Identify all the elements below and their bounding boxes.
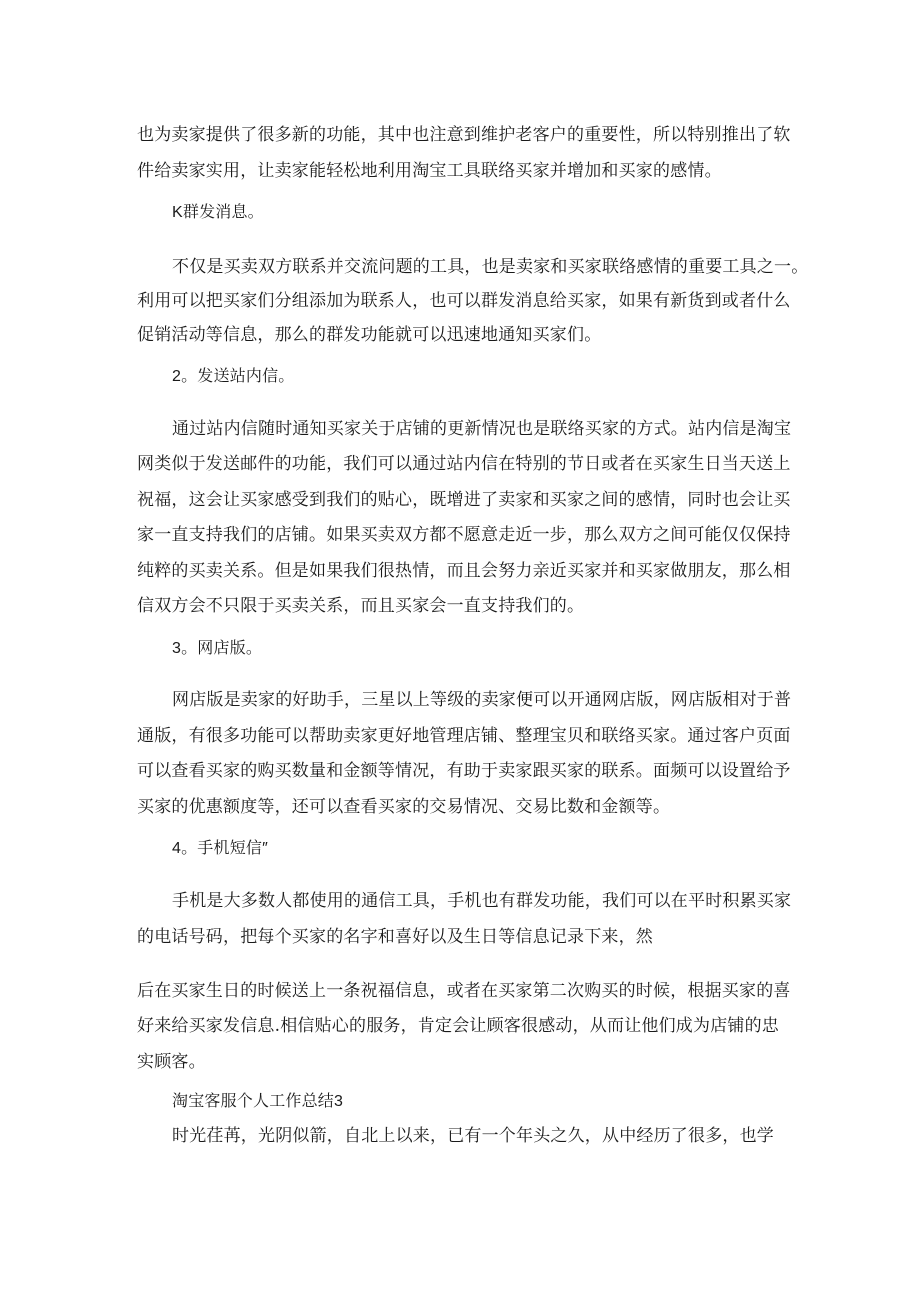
paragraph-line: 促销活动等信息，那么的群发功能就可以迅速地通知买家们。 bbox=[137, 325, 602, 345]
paragraph-line: 好来给买家发信息.相信贴心的服务，肯定会让顾客很感动，从而让他们成为店铺的忠 bbox=[137, 1016, 780, 1036]
paragraph-line: 祝福，这会让买家感受到我们的贴心，既增进了卖家和买家之间的感情，同时也会让买 bbox=[137, 490, 791, 510]
paragraph-line: 实顾客。 bbox=[137, 1052, 206, 1072]
paragraph-line: 信双方会不只限于买卖关系，而且买家会一直支持我们的。 bbox=[137, 596, 585, 616]
paragraph-line: 不仅是买卖双方联系并交流问题的工具，也是卖家和买家联络感情的重要工具之一。 bbox=[172, 257, 809, 277]
paragraph-line: 利用可以把买家们分组添加为联系人，也可以群发消息给买家，如果有新货到或者什么 bbox=[137, 291, 791, 311]
section-heading: 2。发送站内信。 bbox=[172, 368, 295, 385]
paragraph-line: 通版，有很多功能可以帮助卖家更好地管理店铺、整理宝贝和联络买家。通过客户页面 bbox=[137, 726, 791, 746]
section-heading: 3。网店版。 bbox=[172, 640, 263, 657]
paragraph-line: 手机是大多数人都使用的通信工具，手机也有群发功能，我们可以在平时积累买家 bbox=[172, 891, 792, 911]
paragraph-line: 也为卖家提供了很多新的功能，其中也注意到维护老客户的重要性，所以特别推出了软 bbox=[137, 125, 791, 145]
section-heading: K群发消息。 bbox=[172, 204, 264, 221]
paragraph-line: 网店版是卖家的好助手，三星以上等级的卖家便可以开通网店版，网店版相对于普 bbox=[172, 690, 792, 710]
section-heading: 4。手机短信″ bbox=[172, 840, 268, 857]
paragraph-line: 纯粹的买卖关系。但是如果我们很热情，而且会努力亲近买家并和买家做朋友，那么相 bbox=[137, 561, 791, 581]
paragraph-line: 时光荏苒，光阴似箭，自北上以来，已有一个年头之久，从中经历了很多，也学 bbox=[172, 1126, 774, 1146]
paragraph-line: 家一直支持我们的店铺。如果买卖双方都不愿意走近一步，那么双方之间可能仅仅保持 bbox=[137, 525, 791, 545]
paragraph-line: 通过站内信随时通知买家关于店铺的更新情况也是联络买家的方式。站内信是淘宝 bbox=[172, 419, 792, 439]
paragraph-line: 可以查看买家的购买数量和金额等情况，有助于卖家跟买家的联系。面频可以设置给予 bbox=[137, 761, 791, 781]
paragraph-line: 网类似于发送邮件的功能，我们可以通过站内信在特别的节日或者在买家生日当天送上 bbox=[137, 454, 791, 474]
paragraph-line: 的电话号码，把每个买家的名字和喜好以及生日等信息记录下来，然 bbox=[137, 927, 653, 947]
paragraph-line: 后在买家生日的时候送上一条祝福信息，或者在买家第二次购买的时候，根据买家的喜 bbox=[137, 981, 791, 1001]
paragraph-line: 件给卖家实用，让卖家能轻松地利用淘宝工具联络买家并增加和买家的感情。 bbox=[137, 161, 722, 181]
paragraph-line: 买家的优惠额度等，还可以查看买家的交易情况、交易比数和金额等。 bbox=[137, 797, 671, 817]
section-heading: 淘宝客服个人工作总结3 bbox=[172, 1093, 344, 1110]
